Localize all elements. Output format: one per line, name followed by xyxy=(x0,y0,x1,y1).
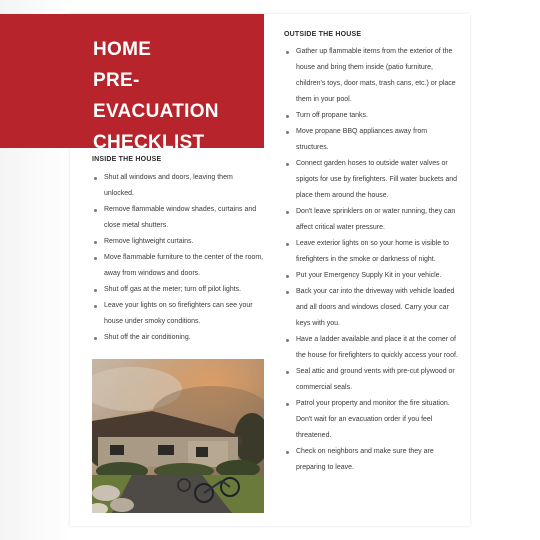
inside-heading: INSIDE THE HOUSE xyxy=(92,156,162,163)
outside-heading: OUTSIDE THE HOUSE xyxy=(284,31,362,38)
outside-item xyxy=(284,156,460,204)
outside-item xyxy=(284,396,460,444)
inside-item xyxy=(92,282,264,298)
bullet-icon xyxy=(94,177,97,180)
outside-item xyxy=(284,332,460,364)
inside-item-text: Move flammable furniture to the center of the room, away from windows and doors. xyxy=(104,254,264,277)
bullet-icon xyxy=(286,51,289,54)
outside-item xyxy=(284,268,460,284)
outside-item-text: Patrol your property and monitor the fire situation. Don't wait for an evacuation order if you feel threatened. xyxy=(296,400,450,439)
outside-item xyxy=(284,364,460,396)
inside-item-text: Shut off gas at the meter; turn off pilot lights. xyxy=(104,286,242,293)
outside-item-text: Don't leave sprinklers on or water running, they can affect critical water pressure. xyxy=(296,208,456,231)
outside-item xyxy=(284,204,460,236)
bullet-icon xyxy=(286,275,289,278)
bullet-icon xyxy=(286,451,289,454)
outside-item xyxy=(284,236,460,268)
outside-item-text: Seal attic and ground vents with pre-cut plywood or commercial seals. xyxy=(296,368,455,391)
inside-item xyxy=(92,330,264,346)
bullet-icon xyxy=(286,131,289,134)
inside-item-text: Leave your lights on so firefighters can see your house under smoky conditions. xyxy=(104,302,253,325)
bullet-icon xyxy=(94,337,97,340)
inside-item xyxy=(92,170,264,202)
inside-item-text: Shut all windows and doors, leaving them unlocked. xyxy=(104,174,233,197)
bullet-icon xyxy=(94,209,97,212)
bullet-icon xyxy=(286,403,289,406)
outside-item xyxy=(284,444,460,476)
bullet-icon xyxy=(94,241,97,244)
bullet-icon xyxy=(286,339,289,342)
page-title: HOME PRE-EVACUATION CHECKLIST xyxy=(93,39,219,153)
inside-item xyxy=(92,298,264,330)
outside-item-text: Back your car into the driveway with vehicle loaded and all doors and windows closed. Carry your car keys with you. xyxy=(296,288,455,327)
inside-item xyxy=(92,250,264,282)
bullet-icon xyxy=(286,211,289,214)
house-wildfire-photo xyxy=(92,359,264,513)
outside-item-text: Leave exterior lights on so your home is visible to firefighters in the smoke or darkness of night. xyxy=(296,240,449,263)
outside-checklist xyxy=(284,44,460,476)
outside-item xyxy=(284,124,460,156)
inside-item xyxy=(92,234,264,250)
outside-item xyxy=(284,284,460,332)
outside-item-text: Put your Emergency Supply Kit in your vehicle. xyxy=(296,272,442,279)
inside-item-text: Remove lightweight curtains. xyxy=(104,238,194,245)
outside-item-text: Turn off propane tanks. xyxy=(296,112,368,119)
outside-item xyxy=(284,108,460,124)
bullet-icon xyxy=(94,305,97,308)
bullet-icon xyxy=(286,115,289,118)
outside-item-text: Have a ladder available and place it at the corner of the house for firefighters to quickly access your roof. xyxy=(296,336,458,359)
outside-item-text: Gather up flammable items from the exterior of the house and bring them inside (patio furniture, children's toys, door mats, trash cans, etc.) or place them in your pool. xyxy=(296,48,456,103)
outside-item-text: Check on neighbors and make sure they are preparing to leave. xyxy=(296,448,434,471)
bullet-icon xyxy=(286,243,289,246)
bullet-icon xyxy=(94,289,97,292)
bullet-icon xyxy=(286,371,289,374)
inside-item-text: Remove flammable window shades, curtains and close metal shutters. xyxy=(104,206,257,229)
inside-item-text: Shut off the air conditioning. xyxy=(104,334,191,341)
inside-item xyxy=(92,202,264,234)
bullet-icon xyxy=(94,257,97,260)
inside-checklist xyxy=(92,170,264,346)
outside-item-text: Connect garden hoses to outside water valves or spigots for use by firefighters. Fill water buckets and place them around the house. xyxy=(296,160,458,199)
outside-item xyxy=(284,44,460,108)
bullet-icon xyxy=(286,163,289,166)
outside-item-text: Move propane BBQ appliances away from structures. xyxy=(296,128,428,151)
bullet-icon xyxy=(286,291,289,294)
